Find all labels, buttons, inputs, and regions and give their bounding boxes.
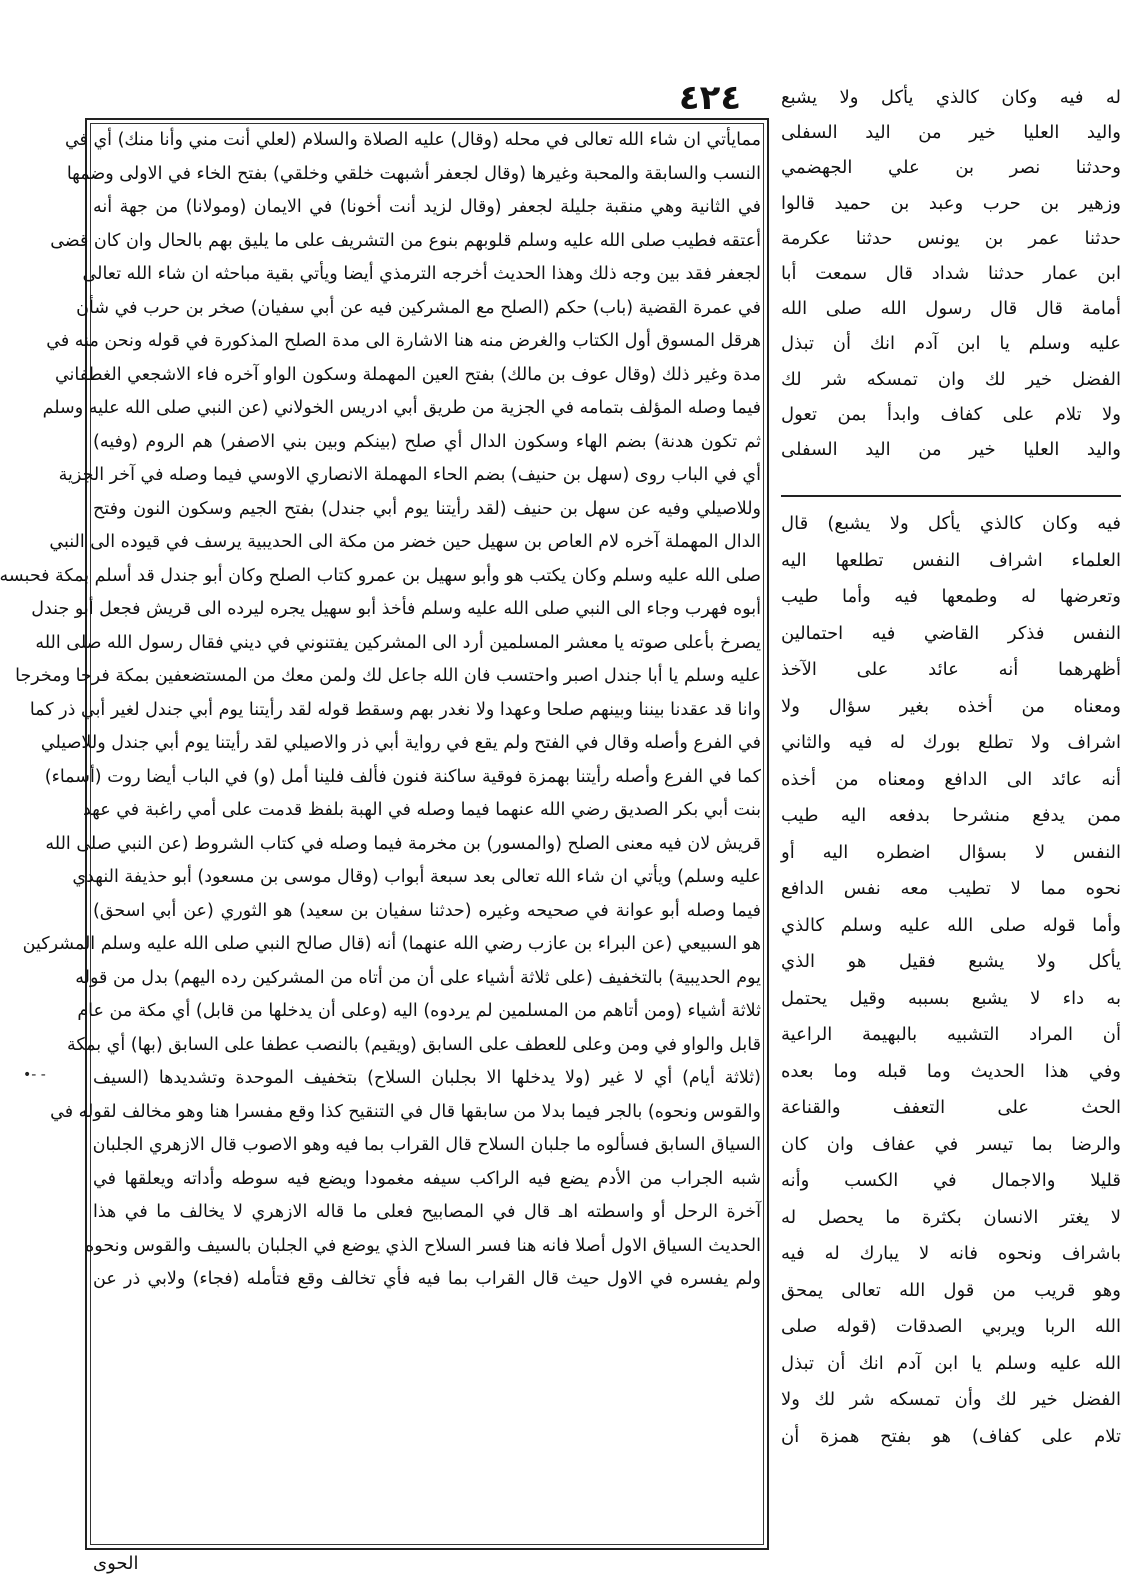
margin-upper-line: ابن عمار حدثنا شداد قال سمعت أبا xyxy=(781,262,1121,284)
main-text-line: يوم الحديبية) بالتخفيف (على ثلاثة أشياء على أن من أتاه من المشركين رده اليهم) بدل من قوله xyxy=(75,967,761,988)
margin-upper-line: وحدثنا نصر بن علي الجهضمي xyxy=(781,157,1121,179)
main-text-line: النسب والسابقة والمحبة وغيرها (وقال لجعفر أشبهت خلقي وخلقي) بفتح الخاء في الاولى وضمها xyxy=(66,163,761,184)
margin-lower-line: أن المراد التشبيه بالبهيمة الراعية xyxy=(781,1024,1121,1045)
main-text-line: فيما وصله أبو عوانة في صحيحه وغيره (حدثنا سفيان بن سعيد) هو الثوري (عن أبي اسحق) xyxy=(93,900,761,921)
catchword: الحوى xyxy=(93,1553,139,1574)
main-text-line: (ثلاثة أيام) أي لا غير (ولا يدخلها الا بجلبان السلاح) بتخفيف الموحدة وتشديدها (السيف xyxy=(93,1068,761,1088)
margin-lower-line: وفي هذا الحديث وما قبله وما بعده xyxy=(781,1060,1121,1082)
main-text-line: لجعفر فقد بين وجه ذلك وهذا الحديث أخرجه الترمذي أيضا ويأتي بقية مباحثه ان شاء الله تعالى xyxy=(82,264,761,284)
margin-lower-line: قليلا والاجمال في الكسب وأنه xyxy=(781,1170,1121,1191)
main-text-line: عليه وسلم يا أبا جندل اصبر واحتسب فان الله جاعل لك ولمن معك من المستضعفين بمكة فرجا ومخرجا xyxy=(15,666,761,686)
margin-divider xyxy=(781,495,1121,497)
margin-lower-line: الفضل خير لك وأن تمسكه شر لك ولا xyxy=(781,1389,1121,1410)
main-text-line: في الفرع وأصله وقال في الفتح ولم يقع في رواية أبي ذر والاصيلي لقد رأيتنا يوم أبي جندل وللاصيلي xyxy=(40,733,761,753)
main-text-line: فيما وصله المؤلف بتمامه في الجزية من طريق أبي ادريس الخولاني (عن النبي صلى الله عليه وسلم xyxy=(42,398,761,418)
main-text-line: في عمرة القضية (باب) حكم (الصلح مع المشركين فيه عن أبي سفيان) صخر بن حرب في شأن xyxy=(76,297,761,318)
main-text-line: وانا قد عقدنا بيننا وبينهم صلحا وعهدا ولا نغدر بهم وسقط قوله لقد رأيتنا يوم أبي جندل لغير أبي ذر كما xyxy=(29,699,761,720)
margin-lower-line: أظهرهما أنه عائد على الآخذ xyxy=(781,659,1121,680)
main-text-line: شبه الجراب من الأدم يضع فيه الراكب سيفه مغمودا ويضع فيه سوطه وأداته ويعلقها في xyxy=(93,1168,761,1189)
main-text-line: بنت أبي بكر الصديق رضي الله عنهما فيما وصله في الهبة بلفظ قدمت على أمي راغبة في عهد xyxy=(82,800,761,820)
main-text-line: ثم تكون هدنة) بضم الهاء وسكون الدال أي صلح (بينكم وبين بني الاصفر) هم الروم (وفيه) xyxy=(93,431,761,452)
margin-lower-line: العلماء اشراف النفس تطلعها اليه xyxy=(781,549,1121,571)
main-text-line: ثلاثة أشياء (ومن أتاهم من المسلمين لم يردوه) اليه (وعلى أن يدخلها من قابل) أي مكة من عام xyxy=(77,1001,761,1021)
margin-lower-line: تلام على كفاف) هو بفتح همزة أن xyxy=(781,1425,1121,1447)
main-text-line: هرقل المسوق أول الكتاب والغرض منه هنا الاشارة الى مدة الصلح المذكورة في قوله ونحن منه في xyxy=(46,331,761,351)
margin-lower-line: ومعناه من أخذه بغير سؤال ولا xyxy=(781,695,1121,717)
margin-lower-line: اشراف ولا تطلع بورك له فيه والثاني xyxy=(781,732,1121,753)
main-text-line: ممايأتي ان شاء الله تعالى في محله (وقال) عليه الصلاة والسلام (لعلي أنت مني وأنا منك) أي في xyxy=(64,130,761,150)
main-text-line: صلى الله عليه وسلم وكان يكتب هو وأبو سهيل بن عمرو كتاب الصلح وكان أبو جندل قد أسلم بمكة فحبسه xyxy=(0,565,761,586)
margin-lower-line: أنه عائد الى الدافع ومعناه من أخذه xyxy=(781,768,1121,790)
margin-lower-line: وتعرضها له وطمعها فيه وأما طيب xyxy=(781,586,1121,607)
main-text-column xyxy=(0,124,761,1544)
margin-upper-line: وزهير بن حرب وعبد بن حميد قالوا xyxy=(781,192,1121,214)
margin-lower-line: لا يغتر الانسان بكثرة ما يحصل له xyxy=(781,1206,1121,1228)
main-text-line: يصرخ بأعلى صوته يا معشر المسلمين أرد الى المشركين يفتنوني في ديني فقال رسول الله صلى الله xyxy=(35,632,761,653)
main-text-line: هو السبيعي (عن البراء بن عازب رضي الله عنهما) أنه (قال صالح النبي صلى الله عليه وسلم المشركين xyxy=(22,934,761,954)
margin-lower-line: فيه وكان كالذي يأكل ولا يشبع) قال xyxy=(781,513,1121,534)
margin-lower-line: والرضا بما تيسر في عفاف وان كان xyxy=(781,1133,1121,1155)
main-text-line: أبوه فهرب وجاء الى النبي صلى الله عليه وسلم فأخذ أبو سهيل يجره ليرده الى قريش فجعل أبو جندل xyxy=(31,599,761,619)
margin-lower-line: وهو قريب من قول الله تعالى يمحق xyxy=(781,1279,1121,1301)
margin-upper-line: حدثنا عمر بن يونس حدثنا عكرمة xyxy=(781,227,1121,249)
margin-lower-line: وأما قوله صلى الله عليه وسلم كالذي xyxy=(781,914,1121,936)
margin-upper-line: الفضل خير لك وان تمسكه شر لك xyxy=(781,368,1121,390)
margin-upper-line: عليه وسلم يا ابن آدم انك أن تبذل xyxy=(781,333,1121,355)
main-text-line: وللاصيلي وفيه عن سهل بن حنيف (لقد رأيتنا يوم أبي جندل) بفتح الجيم وسكون النون وفتح xyxy=(93,498,761,519)
main-text-line: في الثانية وهي منقبة جليلة لجعفر (وقال لزيد أنت أخونا) في الايمان (ومولانا) من جهة أنه xyxy=(93,197,761,217)
margin-lower-line: يأكل ولا يشبع فقيل هو الذي xyxy=(781,951,1121,972)
margin-upper-line: أمامة قال قال رسول الله صلى الله xyxy=(781,298,1121,320)
main-text-line: قابل والواو في ومن وعلى للعطف على السابق (ويقيم) بالنصب عطفا على السابق (بها) أي بمكة xyxy=(67,1034,761,1055)
main-text-line: عليه وسلم) ويأتي ان شاء الله تعالى بعد سبعة أبواب (وقال موسى بن مسعود) أبو حذيفة النهدي xyxy=(72,867,761,887)
margin-upper-line: واليد العليا خير من اليد السفلى xyxy=(781,122,1121,144)
main-text-line: مدة وغير ذلك (وقال عوف بن مالك) بفتح العين المهملة وسكون الواو آخره فاء الاشجعي الغطفاني xyxy=(54,364,761,385)
main-text-line: الحديث السياق الاول أصلا فانه هنا فسر السلاح الذي يوضع في الجلبان بالسيف والقوس ونحوه xyxy=(85,1235,761,1256)
margin-lower-line: باشراف ونحوه فانه لا يبارك له فيه xyxy=(781,1243,1121,1264)
main-text-line: قريش لان فيه معنى الصلح (والمسور) بن مخرمة فيما وصله في كتاب الشروط (عن النبي صلى الله xyxy=(45,833,761,854)
margin-lower-line: به داء لا يشبع بسببه وقيل يحتمل xyxy=(781,987,1121,1009)
main-text-line: أي في الباب روى (سهل بن حنيف) بضم الحاء المهملة الانصاري الاوسي فيما وصله في آخر الجزية xyxy=(58,465,761,485)
main-text-line: والقوس ونحوه) بالجر فيما بدلا من سابقها قال في التنقيح كذا وقع مفسرا هنا وهو مخالف لقوله في xyxy=(50,1101,761,1122)
margin-text-lower xyxy=(781,506,1121,1455)
margin-lower-line: الله الربا ويربي الصدقات (قوله صلى xyxy=(781,1316,1121,1337)
page-edge-mark: •- - xyxy=(23,1067,46,1083)
main-text-line: ولم يفسره في الاول حيث قال القراب بما فيه فأي تخالف وقع فتأمله (فجاء) ولابي ذر عن xyxy=(93,1269,761,1289)
margin-upper-line: ولا تلام على كفاف وابدأ بمن تعول xyxy=(781,403,1121,425)
main-text-line: الدال المهملة آخره لام العاص بن سهيل حين خضر من مكة الى الحديبية يرسف في قيوده الى النبي xyxy=(49,532,761,552)
main-text-line: أعتقه فطيب صلى الله عليه وسلم قلوبهم بنوع من التشريف على ما يليق بهم بالحال وان كان قضى xyxy=(50,230,761,251)
margin-upper-line: له فيه وكان كالذي يأكل ولا يشبع xyxy=(781,87,1121,108)
margin-lower-line: النفس لا بسؤال اضطره اليه أو xyxy=(781,841,1121,863)
margin-lower-line: الله عليه وسلم يا ابن آدم انك أن تبذل xyxy=(781,1352,1121,1374)
margin-text-upper xyxy=(781,80,1121,467)
margin-lower-line: النفس فذكر القاضي فيه احتمالين xyxy=(781,622,1121,644)
main-text-line: آخرة الرحل أو واسطته اهـ قال في المصابيح فعلى ما قاله الازهري لا يخالف ما في هذا xyxy=(93,1202,761,1222)
main-text-line: كما في الفرع وأصله رأيتنا بهمزة فوقية ساكنة فنون فألف فلينا أمل (و) في الباب أيضا روت (أسماء) xyxy=(44,766,761,787)
margin-lower-line: الحث على التعفف والقناعة xyxy=(781,1097,1121,1118)
main-text-line: السياق السابق فسألوه ما جلبان السلاح قال القراب بما فيه وهو الاصوب قال الازهري الجلبان xyxy=(92,1135,761,1155)
margin-lower-line: ممن يدفع منشرحا بدفعه اليه طيب xyxy=(781,805,1121,826)
margin-lower-line: نحوه مما لا تطيب معه نفس الدافع xyxy=(781,878,1121,899)
page-number: ٤٢٤ xyxy=(678,78,742,118)
margin-upper-line: واليد العليا خير من اليد السفلى xyxy=(781,438,1121,460)
